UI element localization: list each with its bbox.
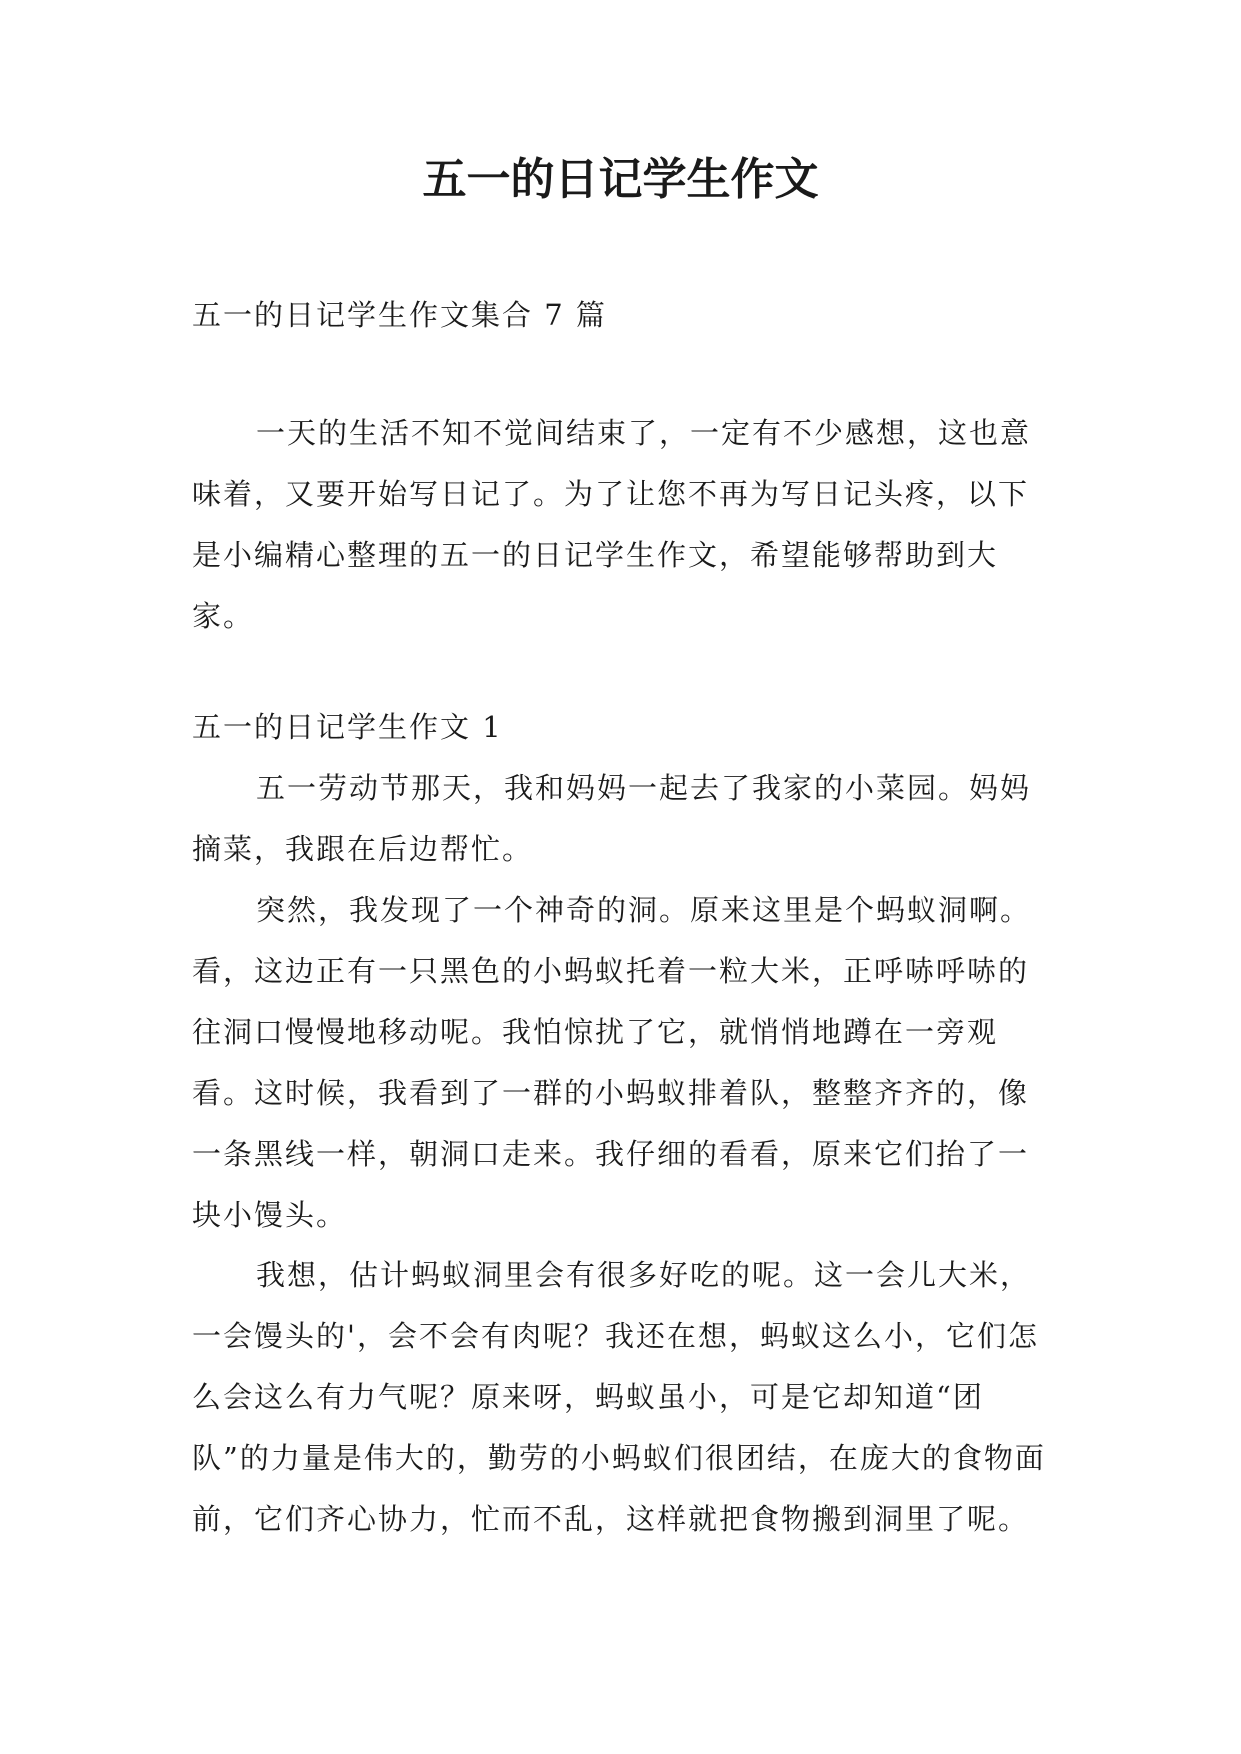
collection-subtitle: 五一的日记学生作文集合 7 篇 — [192, 298, 607, 332]
paragraph-2: 突然，我发现了一个神奇的洞。原来这里是个蚂蚁洞啊。看，这边正有一只黑色的小蚂蚁托着一粒大米，正呼哧呼哧的往洞口慢慢地移动呢。我怕惊扰了它，就悄悄地蹲在一旁观看。这时候，我看到了一群的小蚂蚁排着队，整整齐齐的，像一条黑线一样，朝洞口走来。我仔细的看看，原来它们抬了一块小馒头。 — [192, 893, 1032, 1232]
intro-paragraph: 一天的生活不知不觉间结束了，一定有不少感想，这也意味着，又要开始写日记了。为了让您不再为写日记头疼，以下是小编精心整理的五一的日记学生作文，希望能够帮助到大家。 — [192, 416, 1032, 633]
document-title: 五一的日记学生作文 — [422, 154, 819, 205]
section-heading: 五一的日记学生作文 1 — [192, 710, 503, 744]
paragraph-1: 五一劳动节那天，我和妈妈一起去了我家的小菜园。妈妈摘菜，我跟在后边帮忙。 — [192, 771, 1032, 866]
paragraph-3: 我想，估计蚂蚁洞里会有很多好吃的呢。这一会儿大米，一会馒头的'，会不会有肉呢？我还在想，蚂蚁这么小，它们怎么会这么有力气呢？原来呀，蚂蚁虽小，可是它却知道“团队”的力量是伟大的，勤劳的小蚂蚁们很团结，在庞大的食物面前，它们齐心协力，忙而不乱，这样就把食物搬到洞里了呢。 — [192, 1258, 1046, 1536]
